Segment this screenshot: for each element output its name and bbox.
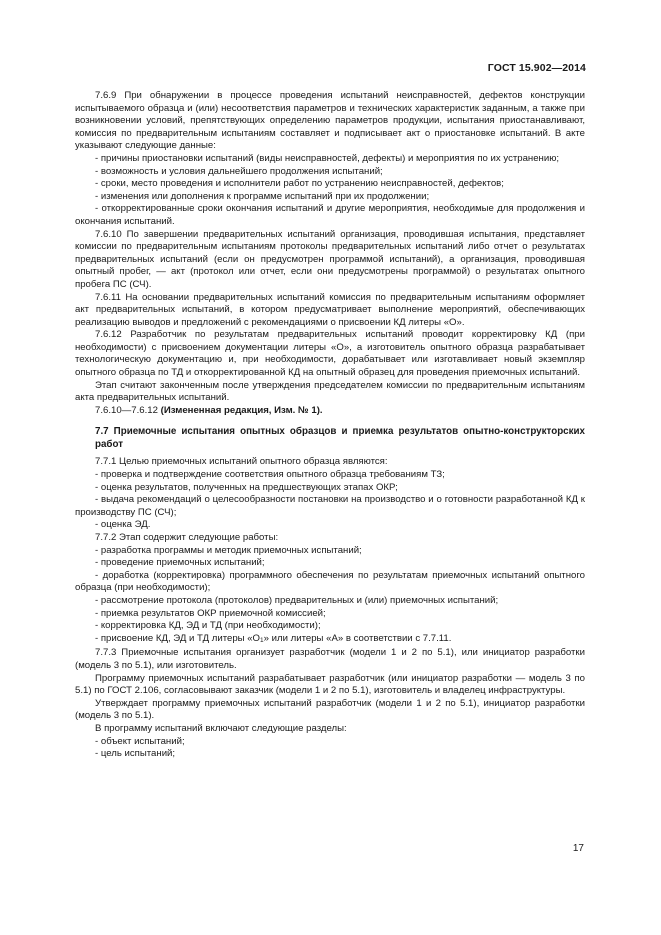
clause-7-6-9: 7.6.9 При обнаружении в процессе проведения испытаний неисправностей, дефектов конструкции испытываемого образца и (или) несоответствия параметров и технических характеристик заданным, а также при возникновении условий, препятствующих определению параметров продукции, испытания приостанавливают, комиссия по предварительным испытаниям составляет и подписывает акт о приостановке испытаний. В акте указывают следующие данные: [75, 90, 585, 152]
document-body [75, 90, 585, 761]
list-item: - приемка результатов ОКР приемочной комиссией; [95, 607, 326, 619]
list-item: - причины приостановки испытаний (виды неисправностей, дефекты) и мероприятия по их устранению; [95, 152, 560, 164]
list-item: - выдача рекомендаций о целесообразности постановки на производство и о готовности разработанной КД к производству ПС (СЧ); [75, 494, 585, 518]
program-sections-intro: В программу испытаний включают следующие разделы: [95, 722, 347, 734]
amendment-text: (Измененная редакция, Изм. № 1). [160, 404, 323, 416]
page-number: 17 [572, 843, 584, 854]
list-item: - оценка ЭД. [95, 519, 151, 531]
list-item: - доработка (корректировка) программного обеспечения по результатам приемочных испытаний опытного образца (при необходимости); [75, 569, 585, 594]
list-item-litera: - присвоение КД, ЭД и ТД литеры «$О_1$» или литеры «А» в соответствии с 7.7.11. [95, 632, 452, 644]
clause-7-6-12: 7.6.12 Разработчик по результатам предварительных испытаний проводит корректировку КД (при необходимости) с присвоением документации литеры «О», а изготовитель опытного образца разрабатывает технологическую документацию и, при необходимости, дорабатывает или изготавливает новый экземпляр опытного образца по ТД и откорректированной КД на опытный образец для проведения приемочных испытаний. [75, 329, 585, 379]
list-item: - цель испытаний; [95, 748, 176, 760]
amendment-note [75, 405, 585, 418]
list-item: - объект испытаний; [95, 735, 185, 747]
list-item: - рассмотрение протокола (протоколов) предварительных и (или) приемочных испытаний; [95, 594, 499, 606]
program-development-paragraph: Программу приемочных испытаний разрабатывает разработчик (или инициатор разработки — модель 3 по 5.1) по ГОСТ 2.106, согласовывают заказчик (модели 1 и 2 по 5.1), изготовитель и владелец инфраструктуры. [75, 672, 585, 697]
list-item: - возможность и условия дальнейшего продолжения испытаний; [95, 165, 383, 177]
list-item: - изменения или дополнения к программе испытаний при их продолжении; [95, 190, 430, 202]
list-item: - корректировка КД, ЭД и ТД (при необходимости); [95, 620, 321, 632]
amendment-range: 7.6.10—7.6.12 [95, 404, 158, 416]
clause-7-7-1: 7.7.1 Целью приемочных испытаний опытного образца являются: [95, 456, 388, 468]
list-item: - сроки, место проведения и исполнители работ по устранению неисправностей, дефектов; [95, 178, 504, 190]
standard-header: ГОСТ 15.902—2014 [487, 62, 586, 74]
list-item: - проверка и подтверждение соответствия опытного образца требованиям ТЗ; [95, 469, 445, 481]
list-item: - откорректированные сроки окончания испытаний и другие мероприятия, необходимые для продолжения и окончания испытаний. [75, 203, 585, 227]
program-approval-paragraph: Утверждает программу приемочных испытаний разработчик (модели 1 и 2 по 5.1), инициатор разработки (модель 3 по 5.1). [75, 697, 585, 722]
clause-7-7-3: 7.7.3 Приемочные испытания организует разработчик (модели 1 и 2 по 5.1), или инициатор разработки (модель 3 по 5.1), или изготовитель. [75, 647, 585, 671]
clause-7-6-10: 7.6.10 По завершении предварительных испытаний организация, проводившая испытания, представляет комиссии по предварительным испытаниям протоколы предварительных испытаний либо отчет о результатах предварительных испытаний (если он предусмотрен программой испытаний), а организация, проводившая опытный пробег, — акт (протокол или отчет, если они предусмотрены программой) о результатах опытного пробега ПС (СЧ). [75, 228, 585, 290]
stage-completion-paragraph: Этап считают законченным после утверждения председателем комиссии по предварительным испытаниям акта предварительных испытаний. [75, 379, 585, 404]
list-item: - проведение приемочных испытаний; [95, 557, 265, 569]
list-item: - разработка программы и методик приемочных испытаний; [95, 544, 362, 556]
clause-7-7-2: 7.7.2 Этап содержит следующие работы: [95, 532, 279, 543]
clause-7-6-11: 7.6.11 На основании предварительных испытаний комиссия по предварительным испытаниям оформляет акт предварительных испытаний, в котором предусматривает выполнение мероприятий, обеспечивающих реализацию выводов и предложений с рекомендациями о присвоении КД литеры «О». [75, 291, 585, 328]
section-heading-7-7: 7.7 Приемочные испытания опытных образцов и приемка результатов опытно-конструкторских работ [95, 426, 585, 451]
list-item: - оценка результатов, полученных на предшествующих этапах ОКР; [95, 481, 398, 493]
